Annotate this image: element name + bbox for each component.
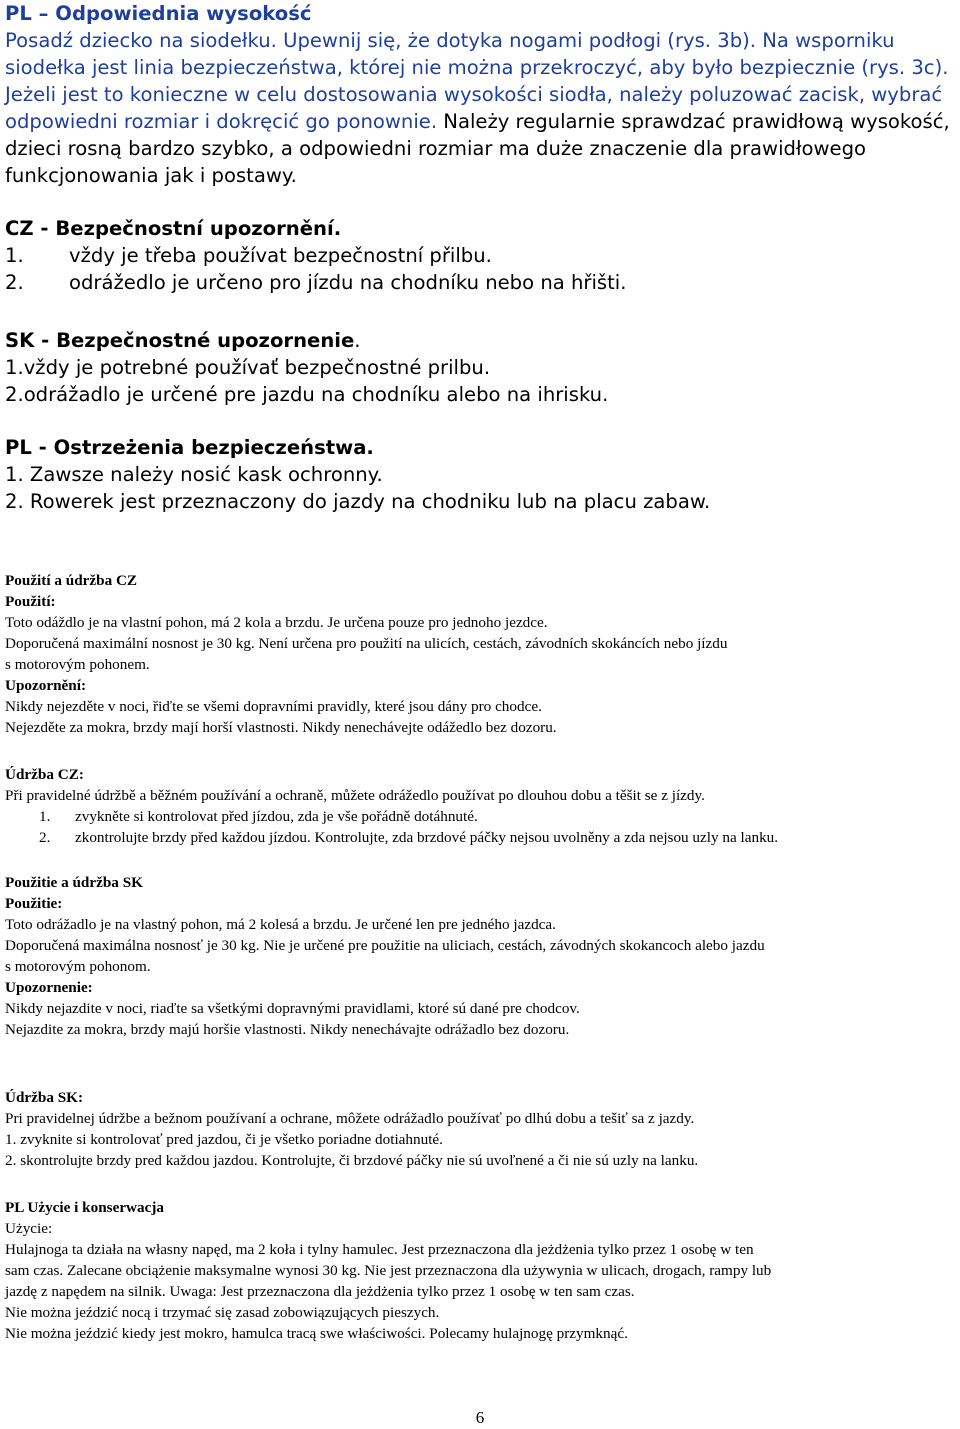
text-line: Nie można jeździć kiedy jest mokro, hamulca tracą swe właściwości. Polecamy hulajnogę przymknąć.	[5, 1325, 628, 1342]
subsection-label: Upozornění:	[5, 677, 86, 694]
text-line: Nikdy nejazdite v noci, riaďte sa všetkými dopravnými pravidlami, ktoré sú dané pre chodcov.	[5, 1000, 580, 1017]
list-item: 2. Rowerek jest przeznaczony do jazdy na chodniku lub na placu zabaw.	[5, 490, 711, 513]
list-text: odrážedlo je určeno pro jízdu na chodníku nebo na hřišti.	[69, 271, 627, 294]
list-number: 2.	[5, 271, 24, 294]
list-text: zkontrolujte brzdy před každou jízdou. Kontrolujte, zda brzdové páčky nejsou uvolněny a zda nejsou uzly na lanku.	[75, 829, 779, 846]
text-line: Nie można jeździć nocą i trzymać się zasad zobowiązujących pieszych.	[5, 1304, 440, 1321]
subsection-label: Upozornenie:	[5, 979, 93, 996]
list-item	[5, 806, 955, 827]
text-line: Toto odrážadlo je na vlastný pohon, má 2 kolesá a brzdu. Je určené len pre jedného jazdca.	[5, 916, 556, 933]
section-title: CZ - Bezpečnostní upozornění.	[5, 217, 342, 240]
section-title: Použitie a údržba SK	[5, 874, 143, 891]
list-item: 1. Zawsze należy nosić kask ochronny.	[5, 463, 383, 486]
list-text: zvykněte si kontrolovat před jízdou, zda je vše pořádně dotáhnuté.	[75, 808, 478, 825]
text-line: s motorovým pohonom.	[5, 958, 151, 975]
text-line: Doporučená maximálna nosnosť je 30 kg. Nie je určené pre použitie na uliciach, cestách, závodných skokancoch alebo jazdu	[5, 937, 765, 954]
text-line: Při pravidelné údržbě a běžném používání a ochraně, můžete odrážedlo používat po dlouhou dobu a těšit se z jízdy.	[5, 787, 705, 804]
text-line: sam czas. Zalecane obciążenie maksymalne wynosi 30 kg. Nie jest przeznaczona dla używynia w ulicach, drogach, rampy lub	[5, 1262, 772, 1279]
text-line: 1. zvyknite si kontrolovať pred jazdou, či je všetko poriadne dotiahnuté.	[5, 1131, 443, 1148]
list-number: 1.	[5, 244, 24, 267]
text-line: Hulajnoga ta działa na własny napęd, ma 2 koła i tylny hamulec. Jest przeznaczona dla jeżdżenia tylko przez 1 osobę w ten	[5, 1241, 754, 1258]
section-title: PL Użycie i konserwacja	[5, 1199, 165, 1216]
section-pl-use	[5, 1197, 955, 1344]
list-item: 1.vždy je potrebné používať bezpečnostné prilbu.	[5, 356, 491, 379]
text-line: Toto odáždlo je na vlastní pohon, má 2 kola a brzdu. Je určena pouze pro jednoho jezdce.	[5, 614, 548, 631]
section-cz-warnings	[5, 215, 955, 296]
list-text: vždy je třeba používat bezpečnostní přilbu.	[69, 244, 492, 267]
list-number: 2.	[39, 829, 51, 846]
list-item: 2.odrážadlo je určené pre jazdu na chodníku alebo na ihrisku.	[5, 383, 609, 406]
text-line: Nejezděte za mokra, brzdy mají horší vlastnosti. Nikdy nenechávejte odážedlo bez dozoru.	[5, 719, 557, 736]
section-title: Údržba SK:	[5, 1089, 84, 1106]
section-sk-warnings	[5, 327, 955, 408]
list-item	[5, 242, 955, 269]
section-title	[5, 327, 955, 354]
subsection-label: Użycie:	[5, 1220, 53, 1237]
section-cz-use	[5, 570, 955, 738]
text-line: 2. skontrolujte brzdy pred každou jazdou. Kontrolujte, či brzdové páčky nie sú uvoľnené a či nie sú uzly na lanku.	[5, 1152, 699, 1169]
list-item	[5, 269, 955, 296]
text-line: s motorovým pohonem.	[5, 656, 150, 673]
section-sk-maintenance	[5, 1087, 955, 1171]
page-number: 6	[475, 1408, 485, 1427]
text-line: jazdę z napędem na silnik. Uwaga: Jest przeznaczona dla jeżdżenia tylko przez 1 osobę w ten sam czas.	[5, 1283, 635, 1300]
section-title: PL – Odpowiednia wysokość	[5, 2, 312, 25]
title-dot: .	[354, 329, 361, 352]
section-sk-use	[5, 872, 955, 1040]
text-line: Nejazdite za mokra, brzdy majú horšie vlastnosti. Nikdy nenechávajte odrážadlo bez dozoru.	[5, 1021, 570, 1038]
section-title: Použití a údržba CZ	[5, 572, 138, 589]
text-line: Pri pravidelnej údržbe a bežnom používaní a ochrane, môžete odrážadlo používať po dlhú dobu a tešiť sa z jazdy.	[5, 1110, 695, 1127]
list-number: 1.	[39, 808, 51, 825]
section-pl-warnings	[5, 434, 955, 515]
text-line: Doporučená maximální nosnost je 30 kg. Není určena pro použití na ulicích, cestách, závodních skokáncích nebo jízdu	[5, 635, 728, 652]
section-title: Údržba CZ:	[5, 766, 84, 783]
section-title: PL - Ostrzeżenia bezpieczeństwa.	[5, 436, 374, 459]
text-line: Nikdy nejezděte v noci, řiďte se všemi dopravními pravidly, které jsou dány pro chodce.	[5, 698, 542, 715]
subsection-label: Použitie:	[5, 895, 63, 912]
list-item	[5, 827, 955, 848]
subsection-label: Použití:	[5, 593, 56, 610]
paragraph-part-black: Należy regularnie sprawdzać prawidłową wysokość, dzieci rosną bardzo szybko, a odpowiedni rozmiar ma duże znaczenie dla prawidłowego funkcjonowania jak i postawy.	[5, 110, 950, 187]
section-cz-maintenance	[5, 764, 955, 848]
title-text: SK - Bezpečnostné upozornenie	[5, 329, 355, 352]
section-pl-height	[5, 0, 955, 189]
paragraph-part-blue: Posadź dziecko na siodełku. Upewnij się, że dotyka nogami podłogi (rys. 3b). Na wsporniku siodełka jest linia bezpieczeństwa, której nie można przekroczyć, aby było bezpiecznie (rys. 3c). Jeżeli jest to konieczne w celu dostosowania wysokości siodła, należy poluzować zacisk, wybrać odpowiedni rozmiar i dokręcić go ponownie.	[5, 29, 949, 133]
paragraph	[5, 27, 955, 189]
